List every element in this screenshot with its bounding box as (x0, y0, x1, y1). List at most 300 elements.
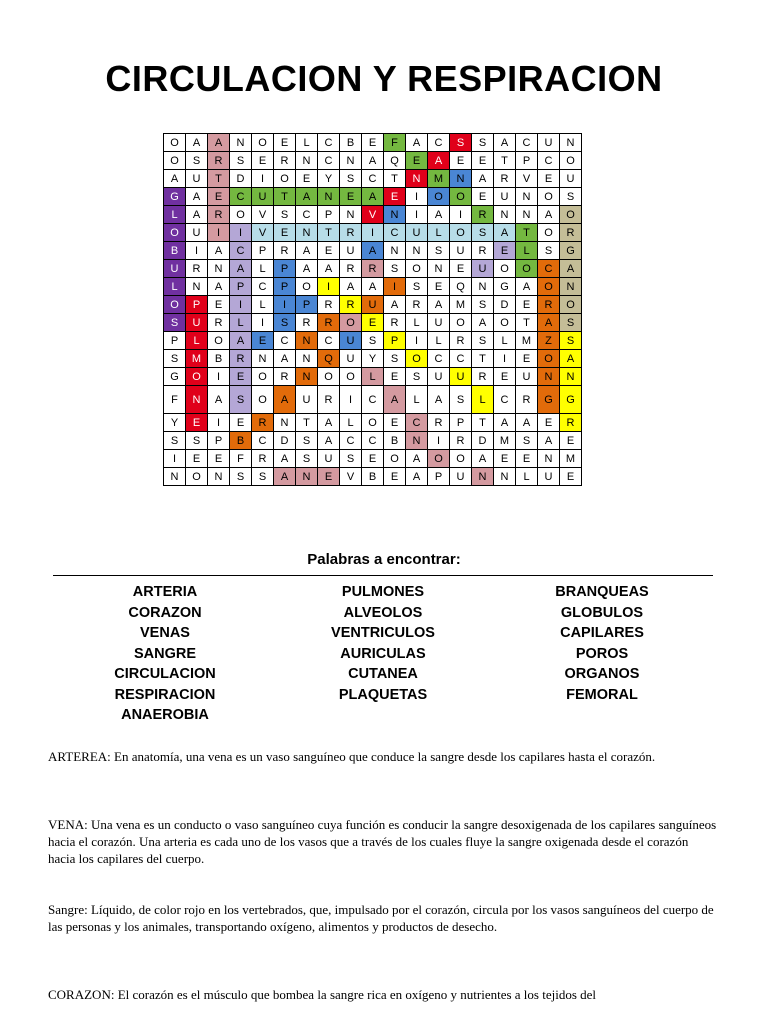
grid-cell: T (516, 224, 538, 242)
grid-cell: E (494, 242, 516, 260)
grid-cell: O (384, 450, 406, 468)
grid-cell: U (318, 450, 340, 468)
grid-cell: R (274, 242, 296, 260)
word-item: CAPILARES (560, 625, 644, 641)
grid-cell: O (164, 152, 186, 170)
grid-cell: O (538, 224, 560, 242)
grid-cell: S (186, 432, 208, 450)
grid-cell: R (208, 314, 230, 332)
grid-cell: I (428, 432, 450, 450)
grid-row (164, 314, 582, 332)
word-item: FEMORAL (566, 686, 638, 703)
grid-cell: R (516, 386, 538, 414)
grid-cell: I (164, 450, 186, 468)
grid-cell: U (296, 386, 318, 414)
grid-cell: N (538, 450, 560, 468)
grid-cell: U (560, 170, 582, 188)
grid-cell: T (472, 414, 494, 432)
grid-cell: A (538, 206, 560, 224)
grid-cell: L (340, 414, 362, 432)
grid-cell: N (274, 414, 296, 432)
grid-cell: R (252, 414, 274, 432)
grid-cell: U (186, 224, 208, 242)
grid-cell: A (428, 386, 450, 414)
grid-cell: A (472, 170, 494, 188)
grid-cell: M (494, 432, 516, 450)
grid-row (164, 332, 582, 350)
grid-cell: E (318, 468, 340, 486)
grid-cell: N (428, 260, 450, 278)
grid-cell: P (450, 414, 472, 432)
grid-cell: U (494, 188, 516, 206)
grid-cell: M (516, 332, 538, 350)
grid-cell: A (274, 386, 296, 414)
grid-cell: E (208, 296, 230, 314)
grid-cell: O (164, 296, 186, 314)
grid-cell: O (450, 224, 472, 242)
grid-cell: U (186, 170, 208, 188)
grid-cell: C (362, 170, 384, 188)
grid-cell: I (274, 296, 296, 314)
grid-cell: L (472, 386, 494, 414)
grid-cell: O (296, 278, 318, 296)
grid-cell: C (406, 414, 428, 432)
grid-cell: A (362, 278, 384, 296)
grid-cell: S (164, 432, 186, 450)
grid-cell: G (560, 386, 582, 414)
grid-cell: R (560, 224, 582, 242)
grid-cell: R (472, 206, 494, 224)
grid-cell: C (450, 350, 472, 368)
grid-cell: R (428, 414, 450, 432)
grid-cell: F (164, 386, 186, 414)
word-item: SANGRE (133, 645, 197, 662)
grid-cell: A (208, 386, 230, 414)
grid-cell: D (494, 296, 516, 314)
grid-cell: R (208, 206, 230, 224)
grid-cell: N (296, 350, 318, 368)
grid-cell: E (406, 152, 428, 170)
grid-cell: C (252, 432, 274, 450)
grid-cell: A (516, 278, 538, 296)
grid-cell: E (472, 188, 494, 206)
grid-cell: A (538, 314, 560, 332)
grid-cell: E (362, 134, 384, 152)
grid-cell: F (230, 450, 252, 468)
grid-cell: A (318, 260, 340, 278)
grid-cell: N (186, 278, 208, 296)
grid-cell: M (186, 350, 208, 368)
grid-cell: A (362, 152, 384, 170)
grid-row (164, 450, 582, 468)
grid-cell: R (296, 314, 318, 332)
definition-vena: VENA: Una vena es un conducto o vaso sanguíneo cuya función es conducir la sangre desoxigenada de los capilares sanguíneos hacia el corazón. Una arteria es cada uno de los vasos que a través de los cuales fluye la sangre oxigenada desde el corazón hacia los capilares del cuerpo. (48, 817, 717, 866)
grid-cell: S (406, 368, 428, 386)
grid-cell: P (516, 152, 538, 170)
grid-cell: L (252, 296, 274, 314)
grid-cell: L (494, 332, 516, 350)
grid-cell: I (230, 296, 252, 314)
grid-cell: A (406, 450, 428, 468)
grid-cell: D (274, 432, 296, 450)
definition-sangre: Sangre: Líquido, de color rojo en los vertebrados, que, impulsado por el corazón, circula por los vasos sanguíneos del cuerpo de las personas y los animales, transportando oxígeno, alimentos y productos de desecho. (48, 902, 714, 934)
grid-cell: E (516, 450, 538, 468)
word-item: ORGANOS (564, 666, 640, 682)
grid-cell: R (560, 414, 582, 432)
grid-cell: C (274, 332, 296, 350)
grid-cell: A (406, 134, 428, 152)
grid-cell: N (494, 206, 516, 224)
grid-cell: S (164, 350, 186, 368)
grid-cell: U (362, 296, 384, 314)
grid-cell: O (230, 206, 252, 224)
grid-cell: U (450, 368, 472, 386)
grid-cell: L (164, 206, 186, 224)
definition-corazon: CORAZON: El corazón es el músculo que bombea la sangre rica en oxígeno y nutrientes a los tejidos del (48, 987, 597, 1002)
grid-cell: C (230, 242, 252, 260)
grid-cell: O (252, 386, 274, 414)
grid-cell: I (406, 188, 428, 206)
grid-cell: A (560, 350, 582, 368)
grid-row (164, 278, 582, 296)
grid-cell: N (560, 368, 582, 386)
grid-cell: E (384, 188, 406, 206)
grid-cell: I (384, 278, 406, 296)
grid-cell: E (340, 188, 362, 206)
grid-cell: O (450, 450, 472, 468)
grid-row (164, 242, 582, 260)
grid-cell: A (186, 134, 208, 152)
grid-cell: A (428, 206, 450, 224)
grid-cell: C (362, 386, 384, 414)
grid-row (164, 170, 582, 188)
grid-cell: P (274, 278, 296, 296)
grid-cell: G (538, 386, 560, 414)
grid-cell: O (538, 278, 560, 296)
grid-cell: O (428, 188, 450, 206)
grid-cell: C (340, 432, 362, 450)
grid-cell: E (208, 450, 230, 468)
grid-cell: O (450, 314, 472, 332)
grid-cell: G (494, 278, 516, 296)
word-list-title: Palabras a encontrar: (307, 551, 461, 568)
grid-cell: O (186, 368, 208, 386)
grid-cell: N (516, 206, 538, 224)
grid-row (164, 468, 582, 486)
grid-cell: C (494, 386, 516, 414)
grid-cell: E (384, 414, 406, 432)
grid-cell: S (230, 386, 252, 414)
grid-cell: T (384, 170, 406, 188)
grid-cell: R (472, 368, 494, 386)
grid-cell: N (472, 468, 494, 486)
grid-cell: C (252, 278, 274, 296)
grid-cell: R (384, 314, 406, 332)
grid-cell: A (384, 296, 406, 314)
grid-cell: U (164, 260, 186, 278)
grid-cell: T (208, 170, 230, 188)
grid-cell: N (406, 242, 428, 260)
grid-cell: A (362, 242, 384, 260)
grid-cell: I (208, 368, 230, 386)
grid-cell: E (186, 414, 208, 432)
grid-cell: V (340, 468, 362, 486)
grid-cell: Y (362, 350, 384, 368)
page-title: CIRCULACION Y RESPIRACION (105, 58, 663, 99)
grid-cell: R (340, 224, 362, 242)
grid-cell: N (384, 206, 406, 224)
grid-cell: O (340, 368, 362, 386)
grid-cell: C (384, 224, 406, 242)
grid-cell: E (274, 134, 296, 152)
grid-cell: S (428, 242, 450, 260)
grid-cell: N (318, 188, 340, 206)
grid-cell: B (340, 134, 362, 152)
grid-cell: A (362, 188, 384, 206)
grid-cell: C (318, 152, 340, 170)
grid-cell: R (186, 260, 208, 278)
grid-cell: N (296, 224, 318, 242)
grid-cell: A (406, 468, 428, 486)
grid-cell: M (450, 296, 472, 314)
grid-cell: I (494, 350, 516, 368)
grid-cell: C (296, 206, 318, 224)
grid-cell: L (516, 242, 538, 260)
grid-cell: A (384, 386, 406, 414)
grid-cell: A (230, 332, 252, 350)
grid-cell: E (384, 468, 406, 486)
grid-cell: I (252, 314, 274, 332)
grid-cell: I (362, 224, 384, 242)
grid-cell: N (296, 152, 318, 170)
grid-cell: F (384, 134, 406, 152)
grid-cell: A (494, 224, 516, 242)
grid-cell: S (274, 314, 296, 332)
grid-row (164, 224, 582, 242)
grid-cell: O (362, 414, 384, 432)
grid-cell: T (516, 314, 538, 332)
grid-cell: R (230, 350, 252, 368)
grid-cell: I (318, 278, 340, 296)
grid-cell: P (384, 332, 406, 350)
grid-cell: E (318, 242, 340, 260)
grid-cell: A (318, 432, 340, 450)
grid-cell: U (406, 224, 428, 242)
grid-cell: B (362, 468, 384, 486)
grid-row (164, 368, 582, 386)
grid-cell: L (186, 332, 208, 350)
grid-cell: I (406, 206, 428, 224)
divider (53, 575, 713, 576)
grid-cell: R (318, 296, 340, 314)
grid-cell: S (340, 170, 362, 188)
grid-cell: N (164, 468, 186, 486)
grid-cell: E (516, 296, 538, 314)
grid-cell: R (208, 152, 230, 170)
grid-cell: A (296, 242, 318, 260)
grid-cell: G (164, 188, 186, 206)
grid-cell: O (164, 134, 186, 152)
grid-cell: N (494, 468, 516, 486)
grid-cell: E (384, 368, 406, 386)
grid-cell: M (560, 450, 582, 468)
word-item: BRANQUEAS (555, 584, 649, 600)
grid-cell: E (230, 368, 252, 386)
grid-cell: S (472, 224, 494, 242)
grid-cell: L (164, 278, 186, 296)
word-item: CORAZON (128, 604, 202, 621)
grid-cell: A (208, 134, 230, 152)
word-item: VENAS (140, 625, 190, 641)
grid-cell: C (538, 152, 560, 170)
grid-cell: A (472, 450, 494, 468)
grid-cell: O (428, 450, 450, 468)
grid-cell: A (230, 260, 252, 278)
grid-cell: O (406, 350, 428, 368)
grid-cell: L (296, 134, 318, 152)
grid-cell: P (318, 206, 340, 224)
word-search-grid (163, 133, 582, 486)
grid-cell: P (296, 296, 318, 314)
grid-cell: S (560, 332, 582, 350)
grid-cell: O (450, 188, 472, 206)
grid-cell: L (428, 224, 450, 242)
grid-cell: N (450, 170, 472, 188)
grid-cell: E (208, 188, 230, 206)
grid-cell: I (230, 224, 252, 242)
grid-cell: O (164, 224, 186, 242)
grid-cell: E (274, 224, 296, 242)
grid-cell: A (164, 170, 186, 188)
grid-cell: N (340, 152, 362, 170)
grid-cell: S (230, 468, 252, 486)
grid-cell: U (340, 332, 362, 350)
word-item: GLOBULOS (560, 604, 644, 621)
grid-cell: N (296, 468, 318, 486)
grid-cell: U (186, 314, 208, 332)
word-item: ANAEROBIA (121, 707, 209, 723)
grid-cell: N (230, 134, 252, 152)
grid-row (164, 152, 582, 170)
grid-cell: O (186, 468, 208, 486)
grid-cell: N (208, 260, 230, 278)
grid-cell: P (164, 332, 186, 350)
grid-row (164, 206, 582, 224)
grid-cell: V (362, 206, 384, 224)
grid-cell: U (428, 314, 450, 332)
grid-cell: A (274, 350, 296, 368)
grid-cell: N (406, 432, 428, 450)
grid-cell: O (538, 350, 560, 368)
grid-cell: P (186, 296, 208, 314)
grid-cell: T (296, 414, 318, 432)
grid-cell: E (252, 152, 274, 170)
grid-cell: E (230, 414, 252, 432)
grid-cell: O (560, 206, 582, 224)
grid-cell: S (274, 206, 296, 224)
grid-cell: N (560, 278, 582, 296)
grid-cell: O (252, 134, 274, 152)
grid-cell: O (340, 314, 362, 332)
grid-cell: E (450, 260, 472, 278)
grid-cell: E (450, 152, 472, 170)
grid-cell: P (428, 468, 450, 486)
grid-cell: C (538, 260, 560, 278)
grid-cell: A (494, 414, 516, 432)
word-item: PULMONES (341, 584, 425, 600)
grid-cell: L (516, 468, 538, 486)
grid-cell: N (296, 332, 318, 350)
grid-cell: A (186, 206, 208, 224)
grid-cell: A (428, 296, 450, 314)
grid-cell: R (318, 314, 340, 332)
word-item: VENTRICULOS (331, 625, 435, 641)
grid-cell: B (164, 242, 186, 260)
grid-cell: O (538, 188, 560, 206)
grid-cell: R (494, 170, 516, 188)
grid-cell: O (516, 260, 538, 278)
grid-cell: S (560, 188, 582, 206)
grid-cell: A (274, 468, 296, 486)
grid-cell: E (516, 350, 538, 368)
grid-cell: E (296, 170, 318, 188)
grid-cell: R (472, 242, 494, 260)
grid-cell: N (384, 242, 406, 260)
grid-cell: S (516, 432, 538, 450)
grid-cell: M (428, 170, 450, 188)
grid-cell: I (186, 242, 208, 260)
grid-cell: R (450, 332, 472, 350)
grid-cell: L (230, 314, 252, 332)
grid-cell: C (428, 350, 450, 368)
grid-cell: E (560, 468, 582, 486)
grid-cell: R (340, 296, 362, 314)
grid-cell: I (252, 170, 274, 188)
grid-cell: B (208, 350, 230, 368)
word-item: ARTERIA (132, 584, 198, 600)
grid-cell: R (406, 296, 428, 314)
grid-cell: A (186, 188, 208, 206)
grid-cell: U (340, 242, 362, 260)
grid-cell: N (516, 188, 538, 206)
grid-cell: S (472, 332, 494, 350)
grid-cell: R (340, 260, 362, 278)
word-list-column-1 (95, 582, 235, 726)
grid-cell: U (538, 134, 560, 152)
grid-cell: I (340, 386, 362, 414)
word-list-column-2 (313, 582, 453, 705)
grid-cell: S (296, 450, 318, 468)
grid-cell: E (186, 450, 208, 468)
grid-cell: A (296, 188, 318, 206)
grid-cell: N (472, 278, 494, 296)
grid-cell: U (428, 368, 450, 386)
grid-cell: V (516, 170, 538, 188)
grid-cell: T (318, 224, 340, 242)
grid-cell: S (384, 260, 406, 278)
grid-cell: S (450, 386, 472, 414)
grid-cell: A (538, 432, 560, 450)
grid-cell: R (538, 296, 560, 314)
grid-cell: S (252, 468, 274, 486)
grid-cell: E (538, 170, 560, 188)
grid-row (164, 350, 582, 368)
grid-cell: G (560, 242, 582, 260)
grid-cell: O (560, 296, 582, 314)
grid-cell: U (252, 188, 274, 206)
grid-cell: N (208, 468, 230, 486)
grid-cell: D (230, 170, 252, 188)
